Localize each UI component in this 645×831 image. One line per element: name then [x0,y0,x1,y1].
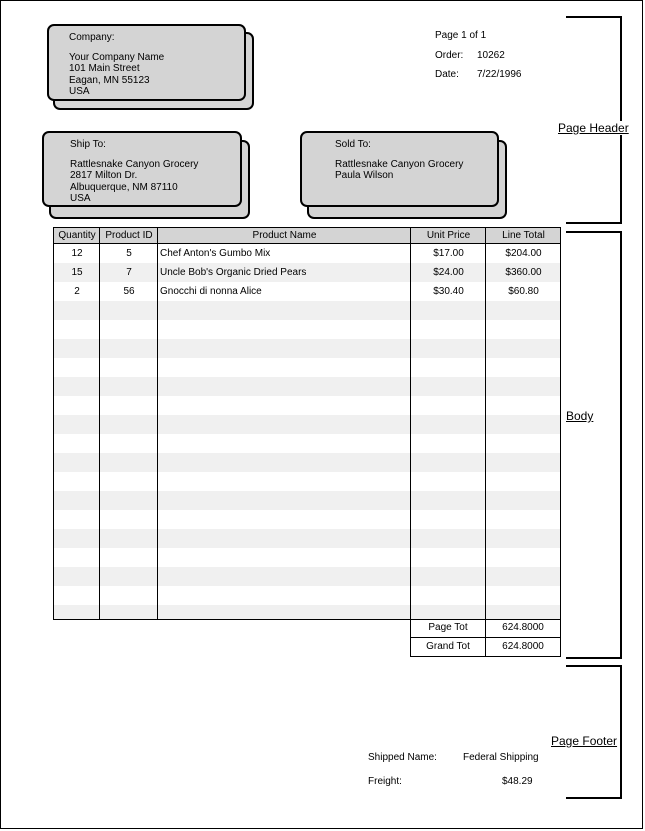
items-table [53,227,561,620]
column-divider [99,228,100,619]
date-label: Date: [435,69,459,80]
unit-price-cell: $24.00 [433,267,464,278]
column-header-product-name: Product Name [252,230,317,241]
product-id-cell: 5 [126,248,132,259]
page-header-bracket [566,16,622,224]
ship-to-line: USA [70,193,91,204]
sold-to-line: Paula Wilson [335,170,394,181]
page-footer-section-label: Page Footer [551,734,618,748]
freight-label: Freight: [368,776,402,787]
company-line: Eagan, MN 55123 [69,74,150,86]
quantity-cell: 12 [71,248,83,259]
grand-total-value: 624.8000 [502,641,544,652]
ship-to-line: Rattlesnake Canyon Grocery [70,158,199,170]
page-number: Page 1 of 1 [435,30,487,41]
line-total-cell: $60.80 [508,286,539,297]
ship-to-line: Albuquerque, NM 87110 [70,181,178,193]
shipped-name-value: Federal Shipping [463,752,539,763]
product-name-cell: Gnocchi di nonna Alice [160,286,262,297]
company-box [47,24,246,101]
date-value: 7/22/1996 [477,69,522,80]
column-divider [157,228,158,619]
column-header-product-id: Product ID [105,230,153,241]
page-total-value: 624.8000 [502,622,544,633]
quantity-cell: 15 [71,267,83,278]
product-name-cell: Uncle Bob's Organic Dried Pears [160,267,307,278]
sold-to-box [300,131,499,207]
sold-to-label: Sold To: [335,139,371,150]
freight-value: $48.29 [502,776,533,787]
order-label: Order: [435,50,464,61]
page-header-section-label: Page Header [558,121,629,135]
company-line: USA [69,86,90,97]
body-bracket [566,231,622,659]
column-header-unit-price: Unit Price [426,230,471,241]
body-section-label: Body [566,409,594,423]
page-footer-bracket [566,665,622,799]
order-value: 10262 [477,50,505,61]
ship-to-box [42,131,242,207]
grand-total-box [410,637,561,657]
page-total-box [410,619,561,638]
column-header-line-total: Line Total [502,230,545,241]
unit-price-cell: $17.00 [433,248,464,259]
ship-to-line: 2817 Milton Dr. [70,170,138,181]
product-id-cell: 7 [126,267,132,278]
company-line: Your Company Name [69,51,165,63]
line-total-cell: $360.00 [505,267,542,278]
page-total-label: Page Tot [428,622,468,633]
line-total-cell: $204.00 [505,248,542,259]
company-label: Company: [69,32,115,43]
column-divider [485,228,486,619]
company-line: 101 Main Street [69,63,140,74]
sold-to-line: Rattlesnake Canyon Grocery [335,158,464,170]
unit-price-cell: $30.40 [433,286,464,297]
product-name-cell: Chef Anton's Gumbo Mix [160,248,271,259]
product-id-cell: 56 [123,286,135,297]
shipped-name-label: Shipped Name: [368,752,437,763]
column-divider [410,228,411,619]
grand-total-label: Grand Tot [426,641,470,652]
column-header-quantity: Quantity [58,230,96,241]
quantity-cell: 2 [74,286,80,297]
ship-to-label: Ship To: [70,139,106,150]
